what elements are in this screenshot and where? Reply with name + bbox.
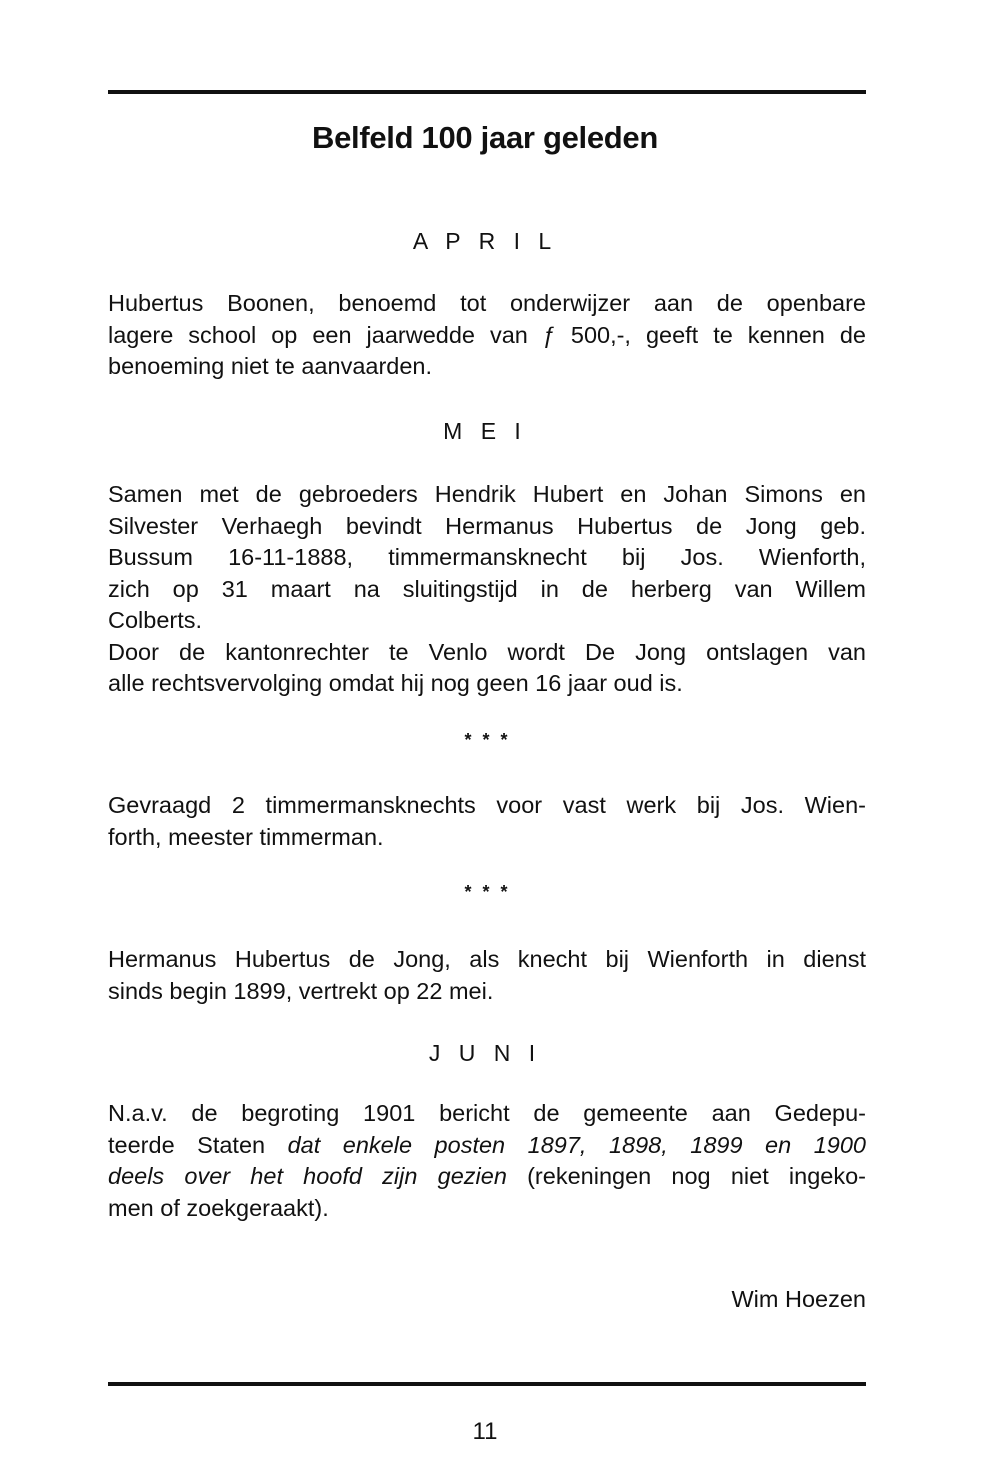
paragraph-line: zich op 31 maart na sluitingstijd in de herberg van Willem xyxy=(108,575,866,602)
paragraph-line: Samen met de gebroeders Hendrik Hubert en Johan Simons en xyxy=(108,481,866,507)
paragraph-line: alle rechtsvervolging omdat hij nog geen 16 jaar oud is. xyxy=(108,670,683,696)
plain-text: teerde Staten xyxy=(108,1131,288,1158)
bottom-rule xyxy=(108,1382,866,1386)
italic-text: dat enkele posten 1897, 1898, 1899 en 1900 xyxy=(287,1131,866,1158)
separator-stars: * * * xyxy=(464,882,511,902)
paragraph-line: lagere school op een jaarwedde van ƒ 500,-, geeft te kennen de xyxy=(108,321,866,348)
paragraph-juni xyxy=(108,1098,866,1224)
separator-stars: * * * xyxy=(464,730,511,750)
top-rule xyxy=(108,90,866,94)
paragraph-departure xyxy=(108,944,866,1007)
page-title: Belfeld 100 jaar geleden xyxy=(311,120,658,155)
heading-april: A P R I L xyxy=(412,228,558,254)
paragraph-line: Colberts. xyxy=(108,607,203,633)
paragraph-line: Hermanus Hubertus de Jong, als knecht bij Wienforth in dienst xyxy=(108,946,866,972)
paragraph-mei xyxy=(108,479,866,700)
paragraph-line: forth, meester timmerman. xyxy=(108,823,384,850)
paragraph-line: N.a.v. de begroting 1901 bericht de gemeente aan Gedepu- xyxy=(108,1100,866,1126)
plain-text: (rekeningen nog niet ingeko- xyxy=(506,1163,866,1189)
paragraph-line: Bussum 16-11-1888, timmermansknecht bij Jos. Wienforth, xyxy=(108,544,866,570)
paragraph-line: Silvester Verhaegh bevindt Hermanus Hubertus de Jong geb. xyxy=(108,512,866,539)
heading-juni: J U N I xyxy=(428,1040,542,1066)
paragraph-line xyxy=(108,1161,866,1193)
italic-text: deels over het hoofd zijn gezien xyxy=(108,1163,507,1189)
heading-mei: M E I xyxy=(443,418,527,444)
paragraph-advertisement xyxy=(108,790,866,853)
paragraph-line: men of zoekgeraakt). xyxy=(108,1194,329,1221)
paragraph-line: Door de kantonrechter te Venlo wordt De Jong ontslagen van xyxy=(108,638,866,665)
paragraph-april xyxy=(108,288,866,383)
author-signature: Wim Hoezen xyxy=(731,1286,866,1312)
paragraph-line: sinds begin 1899, vertrekt op 22 mei. xyxy=(108,977,494,1004)
paragraph-line: benoeming niet te aanvaarden. xyxy=(108,353,433,379)
paragraph-line: Gevraagd 2 timmermansknechts voor vast werk bij Jos. Wien- xyxy=(108,792,866,818)
page-number: 11 xyxy=(472,1418,498,1445)
paragraph-line: Hubertus Boonen, benoemd tot onderwijzer aan de openbare xyxy=(108,290,866,316)
paragraph-line xyxy=(108,1130,866,1162)
